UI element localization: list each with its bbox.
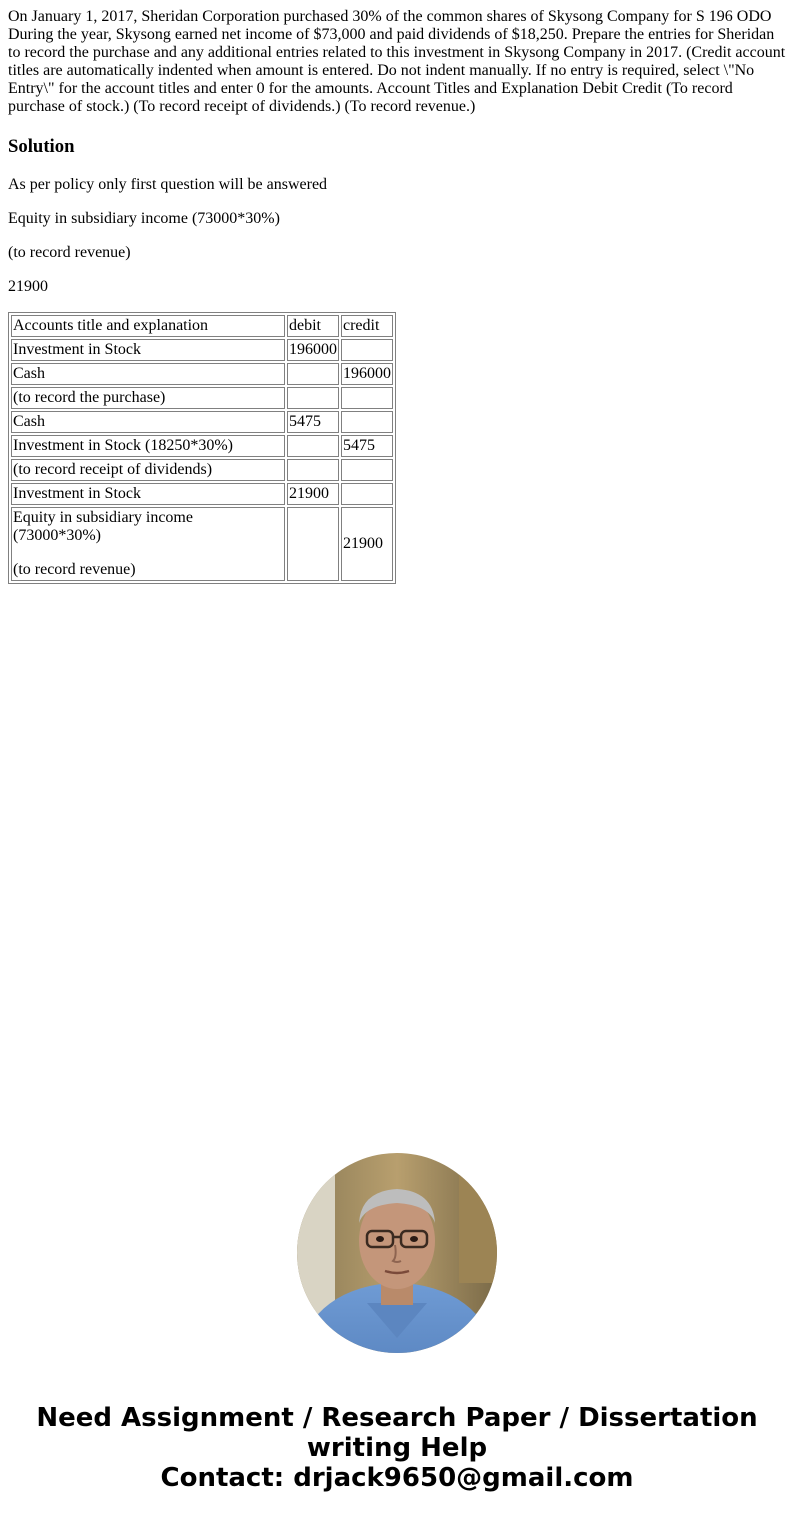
header-account: Accounts title and explanation: [11, 315, 285, 337]
table-row: [11, 507, 393, 581]
credit-cell: 196000: [341, 363, 393, 385]
promo-contact: Contact: drjack9650@gmail.com: [160, 1463, 634, 1493]
avatar-photo-icon: [297, 1153, 497, 1353]
author-avatar: [297, 1153, 497, 1353]
account-cell: [11, 507, 285, 581]
record-revenue-line: (to record revenue): [8, 244, 131, 261]
table-row: [11, 387, 393, 409]
solution-heading: Solution: [8, 136, 75, 157]
question-text: On January 1, 2017, Sheridan Corporation purchased 30% of the common shares of Skysong Company for S 196 ODO During the year, Skysong earned net income of $73,000 and paid dividends of $18,250. Prepare the entries for Sheridan to record the purchase and any additional entries related to this investment in Skysong Company in 2017. (Credit account titles are automatically indented when amount is entered. Do not indent manually. If no entry is required, select \"No Entry\" for the account titles and enter 0 for the amounts. Account Titles and Explanation Debit Credit (To record purchase of stock.) (To record receipt of dividends.) (To record revenue.): [8, 8, 786, 115]
revenue-amount: 21900: [8, 278, 48, 295]
policy-note: As per policy only first question will be answered: [8, 176, 328, 193]
account-cell: (to record the purchase): [11, 387, 285, 409]
account-cell: (to record receipt of dividends): [11, 459, 285, 481]
table-header-row: [11, 315, 393, 337]
credit-cell: [341, 459, 393, 481]
credit-cell: [341, 483, 393, 505]
equity-income-line: Equity in subsidiary income (73000*30%): [8, 210, 280, 227]
account-cell: Investment in Stock (18250*30%): [11, 435, 285, 457]
account-note: (to record revenue): [13, 561, 136, 578]
journal-entries-table: [8, 312, 396, 584]
account-cell: Investment in Stock: [11, 339, 285, 361]
account-cell: Cash: [11, 363, 285, 385]
debit-cell: [287, 363, 339, 385]
table-row: [11, 435, 393, 457]
account-cell: Cash: [11, 411, 285, 433]
table-row: [11, 339, 393, 361]
table-row: [11, 411, 393, 433]
promo-line: writing Help: [306, 1433, 488, 1463]
debit-cell: 196000: [287, 339, 339, 361]
debit-cell: [287, 435, 339, 457]
credit-cell: [341, 411, 393, 433]
debit-cell: 5475: [287, 411, 339, 433]
table-row: [11, 363, 393, 385]
document-content: [8, 8, 788, 584]
header-credit: credit: [341, 315, 393, 337]
line-gap: [13, 545, 283, 561]
promo-line: Need Assignment / Research Paper / Dissertation: [36, 1403, 758, 1433]
debit-cell: 21900: [287, 483, 339, 505]
credit-cell: [341, 339, 393, 361]
table-row: [11, 459, 393, 481]
account-cell: Investment in Stock: [11, 483, 285, 505]
debit-cell: [287, 507, 339, 581]
credit-cell: 21900: [341, 507, 393, 581]
promo-banner: [0, 1403, 794, 1493]
debit-cell: [287, 459, 339, 481]
credit-cell: 5475: [341, 435, 393, 457]
credit-cell: [341, 387, 393, 409]
account-line: Equity in subsidiary income (73000*30%): [13, 509, 193, 544]
header-debit: debit: [287, 315, 339, 337]
table-row: [11, 483, 393, 505]
debit-cell: [287, 387, 339, 409]
